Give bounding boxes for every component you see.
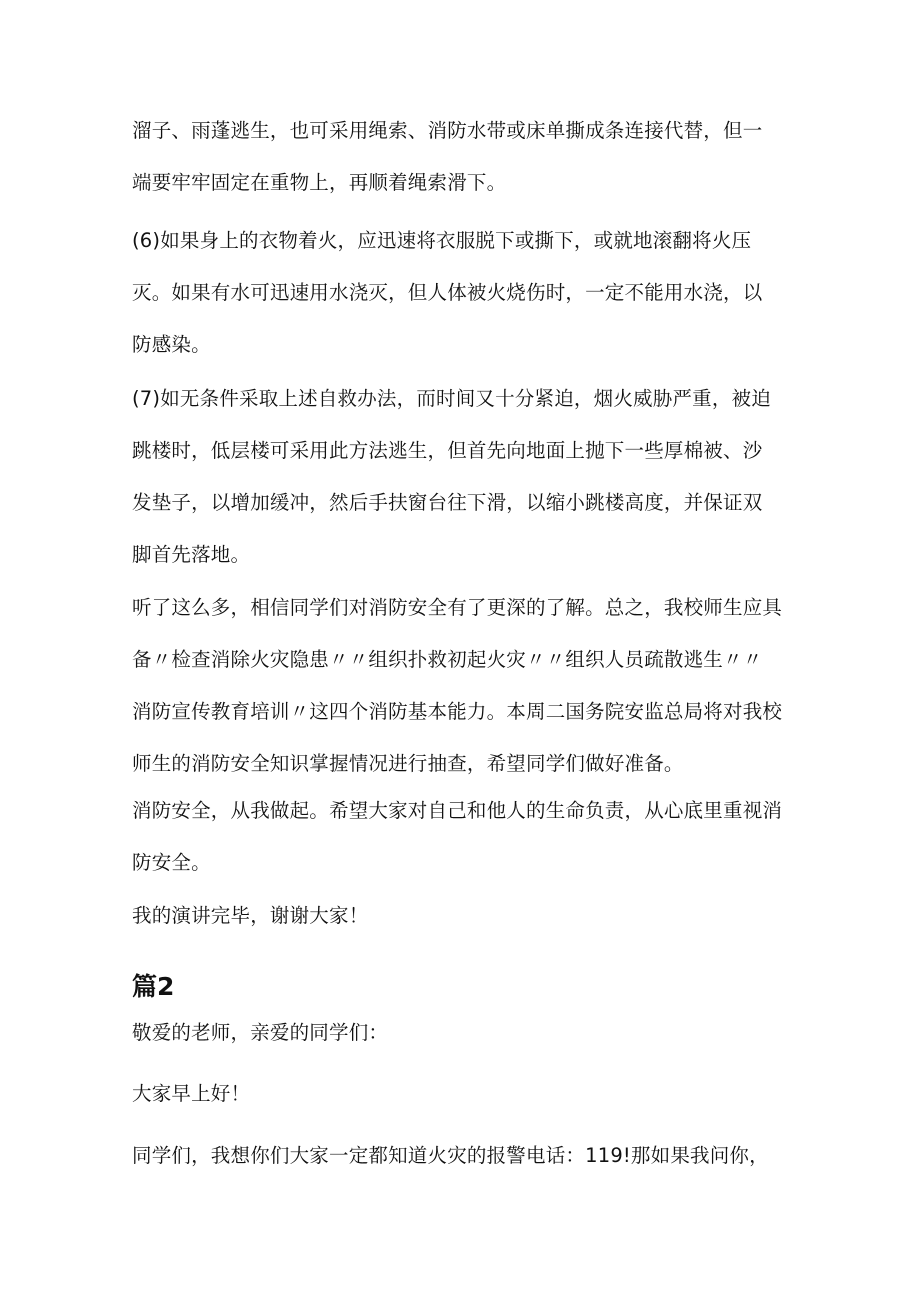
text-line: 灭。如果有水可迅速用水浇灭，但人体被火烧伤时，一定不能用水浇，以 — [132, 281, 763, 304]
paragraph-greeting — [132, 1007, 792, 1059]
text-line: 备〃检查消除火灾隐患〃〃组织扑救初起火灾〃〃组织人员疏散逃生〃〃 — [132, 648, 763, 671]
paragraph-fire-safety — [132, 785, 792, 889]
section-heading: 篇2 — [132, 972, 175, 1001]
text-line: 我的演讲完毕，谢谢大家！ — [132, 904, 369, 927]
text-line: 大家早上好！ — [132, 1082, 251, 1105]
text-line: 脚首先落地。 — [132, 543, 251, 566]
text-line: 同学们，我想你们大家一定都知道火灾的报警电话：119!那如果我问你， — [132, 1144, 769, 1167]
paragraph-item-6 — [132, 215, 792, 371]
text-line: 消防安全，从我做起。希望大家对自己和他人的生命负责，从心底里重视消 — [132, 799, 783, 822]
text-line: 发垫子，以增加缓冲，然后手扶窗台往下滑，以缩小跳楼高度，并保证双 — [132, 491, 763, 514]
text-line: (6)如果身上的衣物着火，应迅速将衣服脱下或撕下，或就地滚翻将火压 — [132, 229, 752, 252]
text-line: 防感染。 — [132, 333, 211, 356]
paragraph-escape-continued — [132, 105, 792, 209]
text-line: (7)如无条件采取上述自救办法，而时间又十分紧迫，烟火威胁严重，被迫 — [132, 387, 771, 410]
text-line: 听了这么多，相信同学们对消防安全有了更深的了解。总之，我校师生应具 — [132, 596, 783, 619]
text-line: 敬爱的老师，亲爱的同学们： — [132, 1021, 389, 1044]
text-line: 溜子、雨蓬逃生，也可采用绳索、消防水带或床单撕成条连接代替，但一 — [132, 119, 763, 142]
text-line: 端要牢牢固定在重物上，再顺着绳索滑下。 — [132, 171, 507, 194]
text-line: 消防宣传教育培训〃这四个消防基本能力。本周二国务院安监总局将对我校 — [132, 700, 783, 723]
paragraph-alarm-number — [132, 1130, 792, 1182]
paragraph-good-morning — [132, 1068, 792, 1120]
paragraph-summary — [132, 582, 792, 790]
paragraph-item-7 — [132, 373, 792, 581]
text-line: 跳楼时，低层楼可采用此方法逃生，但首先向地面上抛下一些厚棉被、沙 — [132, 439, 763, 462]
paragraph-closing — [132, 890, 792, 942]
text-line: 师生的消防安全知识掌握情况进行抽查，希望同学们做好准备。 — [132, 752, 684, 775]
text-line: 防安全。 — [132, 851, 211, 874]
